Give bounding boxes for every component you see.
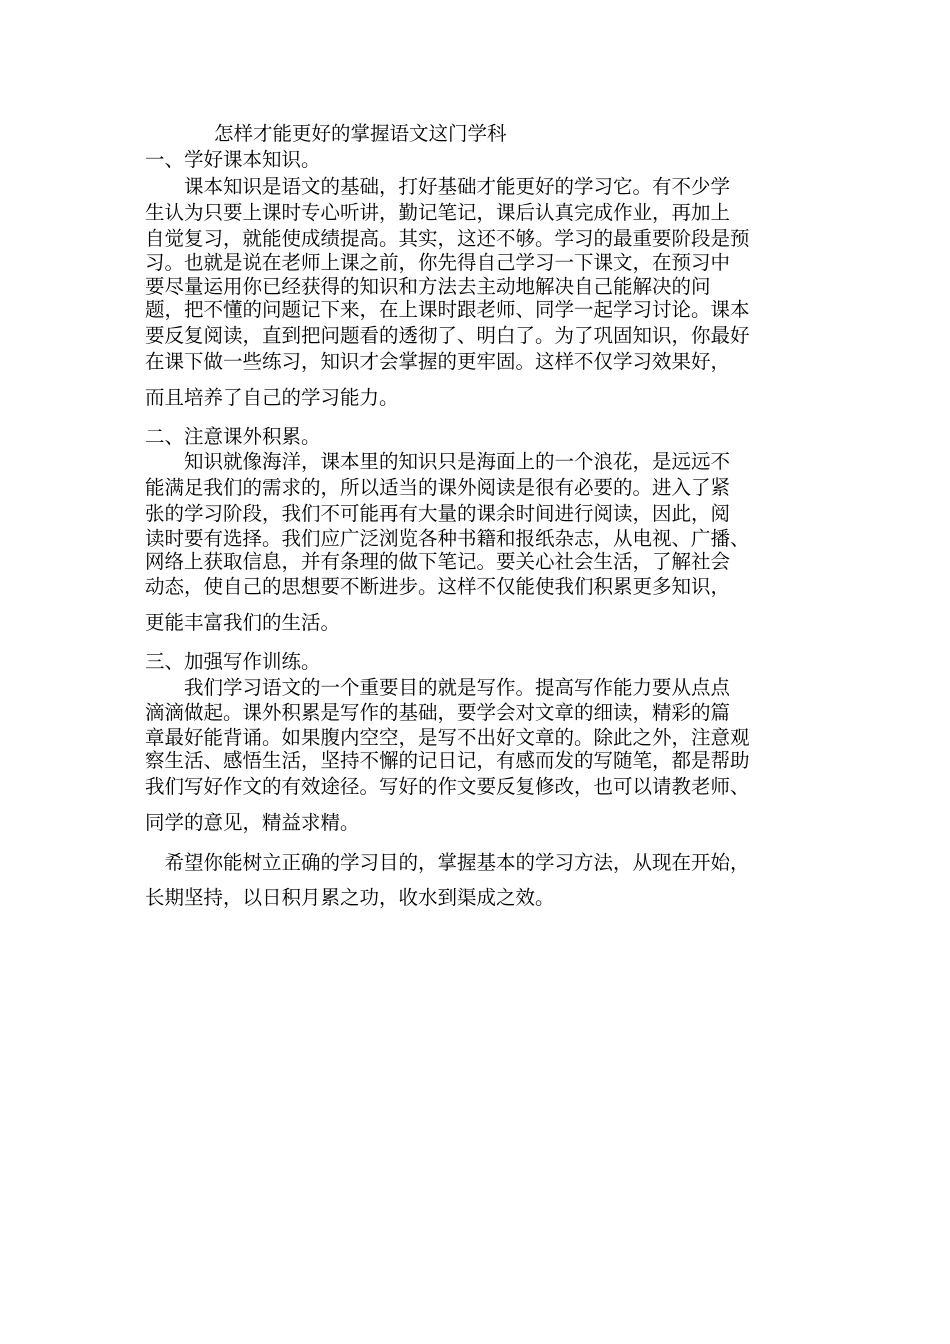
- section-1-line: 而且培养了自己的学习能力。: [145, 386, 399, 409]
- section-3-line: 章最好能背诵。如果腹内空空，是写不出好文章的。除此之外，注意观: [145, 726, 750, 749]
- document-title: 怎样才能更好的掌握语文这门学科: [214, 122, 507, 145]
- section-3-line: 我们写好作文的有效途径。写好的作文要反复修改，也可以请教老师、: [145, 775, 750, 798]
- closing-line: 长期坚持，以日积月累之功，收水到渠成之效。: [145, 886, 555, 909]
- section-3-line: 同学的意见，精益求精。: [145, 811, 360, 834]
- section-1-line: 题，把不懂的问题记下来，在上课时跟老师、同学一起学习讨论。课本: [145, 298, 750, 321]
- closing-line: 希望你能树立正确的学习目的，掌握基本的学习方法，从现在开始，: [145, 851, 750, 874]
- section-heading-3: 三、加强写作训练。: [145, 650, 321, 673]
- section-2-line: 更能丰富我们的生活。: [145, 611, 341, 634]
- section-2-line: 读时要有选择。我们应广泛浏览各种书籍和报纸杂志，从电视、广播、: [145, 527, 750, 550]
- section-1-line: 习。也就是说在老师上课之前，你先得自己学习一下课文，在预习中: [145, 251, 731, 274]
- section-3-line: 我们学习语文的一个重要目的就是写作。提高写作能力要从点点: [145, 676, 731, 699]
- section-heading-1: 一、学好课本知识。: [145, 148, 321, 171]
- section-heading-2: 二、注意课外积累。: [145, 425, 321, 448]
- section-1-line: 课本知识是语文的基础，打好基础才能更好的学习它。有不少学: [145, 175, 731, 198]
- section-1-line: 要反复阅读，直到把问题看的透彻了、明白了。为了巩固知识，你最好: [145, 324, 750, 347]
- section-2-line: 张的学习阶段，我们不可能再有大量的课余时间进行阅读，因此，阅: [145, 502, 731, 525]
- section-2-line: 网络上获取信息，并有条理的做下笔记。要关心社会生活，了解社会: [145, 550, 731, 573]
- section-2-line: 动态，使自己的思想要不断进步。这样不仅能使我们积累更多知识，: [145, 575, 731, 598]
- section-2-line: 能满足我们的需求的，所以适当的课外阅读是很有必要的。进入了紧: [145, 476, 731, 499]
- section-3-line: 滴滴做起。课外积累是写作的基础，要学会对文章的细读，精彩的篇: [145, 701, 731, 724]
- section-2-line: 知识就像海洋，课本里的知识只是海面上的一个浪花，是远远不: [145, 450, 731, 473]
- section-1-line: 在课下做一些练习，知识才会掌握的更牢固。这样不仅学习效果好，: [145, 350, 731, 373]
- section-3-line: 察生活、感悟生活，坚持不懈的记日记，有感而发的写随笔，都是帮助: [145, 749, 750, 772]
- section-1-line: 自觉复习，就能使成绩提高。其实，这还不够。学习的最重要阶段是预: [145, 227, 750, 250]
- section-1-line: 生认为只要上课时专心听讲，勤记笔记，课后认真完成作业，再加上: [145, 201, 731, 224]
- section-1-line: 要尽量运用你已经获得的知识和方法去主动地解决自己能解决的问: [145, 275, 711, 298]
